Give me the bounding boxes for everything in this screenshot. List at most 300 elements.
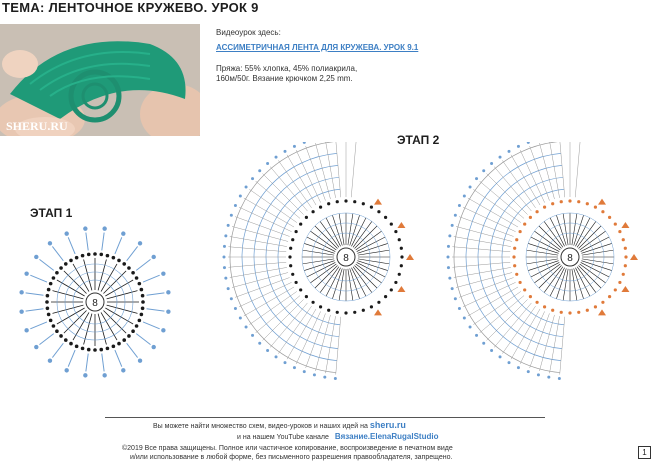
stage-2-left-inner-chain	[370, 206, 373, 209]
stage-2-right-inner-chain	[560, 200, 563, 203]
stage-2-left-inner-chain	[295, 281, 298, 284]
stage-1-chain	[75, 256, 79, 260]
stage-2-right-edge-dot	[499, 355, 502, 358]
stage-2-left-inner-chain	[398, 273, 401, 276]
stage-2-right-ray	[560, 142, 565, 197]
stage-2-right-inner-chain	[551, 309, 554, 312]
stage-1-outer-stitch	[86, 233, 88, 251]
stage-2-left-ray	[256, 181, 300, 218]
stage-2-label: ЭТАП 2	[397, 133, 440, 147]
stage-2-right-edge-dot	[454, 297, 457, 300]
stage-2-right-edge-dot	[508, 150, 511, 153]
stage-2-left-ray	[296, 311, 321, 364]
stage-2-left-direction-arrow	[406, 254, 414, 260]
stage-2-right-edge-dot	[451, 224, 454, 227]
stage-2-left-edge-dot	[293, 145, 296, 148]
footer-copyright-1: ©2019 Все права защищены. Полное или частичное копирование, воспроизведение в печатном виде	[122, 445, 453, 452]
stage-1-outer-stitch	[68, 237, 75, 254]
footer-line-2-text: и на нашем YouTube канале	[237, 434, 329, 441]
stage-2-left-inner-stitch	[358, 259, 390, 264]
page-title: ТЕМА: ЛЕНТОЧНОЕ КРУЖЕВО. УРОК 9	[2, 0, 259, 15]
stage-2-right-ray	[456, 273, 512, 288]
stage-2-right-inner-chain	[560, 311, 563, 314]
stage-2-left-edge-dot	[334, 377, 337, 380]
stage-2-right-edge-dot	[458, 307, 461, 310]
stage-1-chain	[75, 345, 79, 349]
stage-1-chain	[141, 306, 145, 310]
stage-2-right-inner-chain	[523, 222, 526, 225]
stage-2-left-edge-dot	[284, 361, 287, 364]
stage-2-left-inner-chain	[288, 255, 291, 258]
stage-2-left-ray	[336, 317, 341, 375]
stage-2-right-inner-stitch	[574, 268, 584, 298]
stage-1-chain	[69, 342, 73, 346]
stage-1-picot	[19, 309, 23, 313]
stage-2-right-edge-dot	[454, 214, 457, 217]
stage-1-outer-stitch	[26, 309, 44, 311]
stage-2-right-edge-dot	[527, 142, 530, 144]
stage-2-left-edge-dot	[251, 334, 254, 337]
stage-2-right-inner-stitch	[581, 261, 611, 271]
stage-2-right-chart	[447, 142, 639, 380]
stage-2-right-direction-arrow	[621, 286, 629, 292]
footer-line-1-text: Вы можете найти множество схем, видео-уроков и наших идей на	[153, 423, 368, 430]
stage-2-left-inner-chain	[353, 311, 356, 314]
stage-2-right-edge-dot	[508, 361, 511, 364]
yarn-line-2: 160м/50г. Вязание крючком 2,25 mm.	[216, 74, 353, 83]
stage-2-left-edge-dot	[239, 317, 242, 320]
stage-2-right-ray	[539, 143, 554, 199]
stage-1-picot	[64, 231, 68, 235]
stage-2-left-ray	[232, 226, 288, 241]
stage-2-right-edge-dot	[499, 156, 502, 159]
stage-2-right-inner-stitch	[528, 243, 558, 253]
stage-1-chain	[106, 254, 110, 258]
stage-2-left-edge-dot	[275, 355, 278, 358]
stage-1-chain	[106, 347, 110, 351]
stage-2-left-edge-dot	[234, 307, 237, 310]
stage-2-right-inner-stitch	[527, 259, 559, 264]
stage-1-outer-stitch	[52, 246, 63, 260]
stage-2-left-edge-dot	[293, 366, 296, 369]
stage-2-left-ray	[228, 262, 286, 267]
footer-site-link[interactable]: sheru.ru	[369, 420, 406, 430]
stage-1-picot	[24, 271, 28, 275]
stage-2-left-inner-chain	[353, 200, 356, 203]
stage-2-left-edge-dot	[303, 370, 306, 373]
stage-2-right-inner-chain	[519, 281, 522, 284]
stage-2-left-edge-dot	[223, 256, 226, 259]
stage-2-left-inner-chain	[327, 309, 330, 312]
stage-2-right-inner-chain	[624, 264, 627, 267]
stage-1-chain	[59, 266, 63, 270]
stage-2-left-ray	[315, 143, 330, 199]
stage-2-left-edge-dot	[223, 245, 226, 248]
footer-copyright-2: и/или использование в любой форме, без письменного разрешения правообладателя, запрещено.	[130, 454, 453, 461]
stage-1-chain	[87, 348, 91, 352]
stage-2-left-inner-chain	[289, 264, 292, 267]
stage-2-right-ray	[502, 160, 535, 208]
stage-2-right-inner-chain	[577, 311, 580, 314]
stage-2-left-ray	[270, 167, 307, 211]
stage-2-left-direction-arrow	[397, 222, 405, 228]
stage-1-outer-stitch	[39, 259, 53, 270]
stage-1-outer-stitch	[147, 309, 165, 311]
stage-1-picot	[138, 241, 142, 245]
stage-2-right-inner-stitch	[563, 269, 568, 301]
stage-2-right-inner-chain	[624, 247, 627, 250]
stage-2-left-inner-chain	[299, 222, 302, 225]
stage-1-chain	[55, 329, 59, 333]
stage-2-right-ray	[550, 316, 560, 373]
stage-2-left-ray	[239, 282, 292, 307]
stage-1-chain	[117, 342, 121, 346]
stage-2-left-edge-dot	[251, 177, 254, 180]
stage-2-right-inner-chain	[594, 305, 597, 308]
stage-1-chain	[140, 288, 144, 292]
stage-2-left-inner-chain	[362, 202, 365, 205]
stage-2-left-inner-chain	[344, 311, 347, 314]
stage-2-right-inner-chain	[515, 238, 518, 241]
stage-2-left-inner-chain	[291, 238, 294, 241]
stage-1-chain	[81, 347, 85, 351]
stage-2-left-ray	[228, 247, 286, 252]
stage-1-chain	[69, 259, 73, 263]
stage-2-right-edge-dot	[447, 256, 450, 259]
stage-2-right-edge-dot	[482, 342, 485, 345]
stage-2-right-inner-chain	[529, 216, 532, 219]
stage-2-right-inner-chain	[543, 305, 546, 308]
stage-2-left-edge-dot	[323, 376, 326, 379]
stage-1-picot	[161, 271, 165, 275]
stage-1-chain	[55, 271, 59, 275]
stage-1-picot	[166, 309, 170, 313]
stage-2-left-edge-dot	[223, 266, 226, 269]
stage-1-chain	[99, 348, 103, 352]
stage-2-right-inner-stitch	[572, 269, 577, 301]
stage-2-right-ray	[560, 317, 565, 375]
stage-2-left-ray	[249, 291, 297, 324]
stage-2-right-direction-arrow	[621, 222, 629, 228]
stage-2-left-chart	[223, 142, 415, 380]
stage-2-left-ray	[315, 315, 330, 371]
stage-2-right-ray	[502, 306, 535, 354]
stage-1-chain	[59, 334, 63, 338]
stage-2-left-ray	[256, 296, 300, 333]
stage-1-picot	[24, 328, 28, 332]
stage-2-right-ray	[463, 282, 516, 307]
stage-2-right-direction-arrow	[598, 199, 606, 205]
stage-2-right-direction-arrow	[598, 309, 606, 315]
video-link[interactable]: АССИМЕТРИЧНАЯ ЛЕНТА ДЛЯ КРУЖЕВА. УРОК 9.1	[216, 43, 419, 52]
stage-1-outer-stitch	[127, 343, 138, 357]
stage-1-chain	[49, 282, 53, 286]
stage-2-left-inner-chain	[291, 273, 294, 276]
stage-2-right-inner-chain	[614, 288, 617, 291]
stage-2-right-ray	[454, 237, 511, 247]
stage-2-right-ray	[487, 299, 528, 340]
stage-2-right-inner-stitch	[581, 243, 611, 253]
stage-2-right-inner-chain	[601, 301, 604, 304]
stage-2-right-inner-stitch	[556, 268, 566, 298]
stage-2-left-ray	[326, 142, 336, 198]
stage-2-right-inner-chain	[535, 301, 538, 304]
stage-2-left-inner-stitch	[339, 269, 344, 301]
stage-2-left-inner-chain	[400, 247, 403, 250]
stage-2-left-edge-dot	[303, 142, 306, 144]
stage-2-left-inner-chain	[370, 305, 373, 308]
stage-1-chain	[81, 254, 85, 258]
stage-1-diagram	[15, 222, 175, 382]
stage-1-chain	[46, 306, 50, 310]
stage-2-left-ray	[230, 267, 287, 277]
stage-1-picot	[152, 255, 156, 259]
stage-1-chain	[112, 256, 116, 260]
stage-1-chain	[112, 345, 116, 349]
stage-2-right-ray	[452, 247, 510, 252]
stage-1-picot	[34, 255, 38, 259]
stage-2-left-inner-chain	[390, 222, 393, 225]
stage-2-left-inner-chain	[400, 264, 403, 267]
info-block	[216, 28, 418, 83]
stage-2-left-direction-arrow	[374, 309, 382, 315]
stage-2-right-edge-dot	[448, 277, 451, 280]
stage-2-right-inner-stitch	[563, 214, 568, 246]
stage-2-left-inner-chain	[319, 206, 322, 209]
stage-2-right-inner-chain	[614, 222, 617, 225]
stage-2-left-inner-chain	[394, 281, 397, 284]
stage-1-outer-stitch	[39, 334, 53, 345]
stage-2-left-inner-stitch	[303, 259, 335, 264]
stage-1-picot	[121, 231, 125, 235]
stage-2-right-edge-dot	[447, 266, 450, 269]
stage-2-right-inner-chain	[586, 309, 589, 312]
stage-2-right-edge-dot	[482, 169, 485, 172]
stage-2-left-ray	[351, 142, 356, 197]
stage-2-right-edge-dot	[463, 195, 466, 198]
stage-2-left-edge-dot	[275, 156, 278, 159]
stage-2-left-ray	[296, 150, 321, 203]
stage-1-chain	[131, 271, 135, 275]
stage-2-right-inner-stitch	[527, 250, 559, 255]
stage-2-left-edge-dot	[239, 195, 242, 198]
stage-2-right-inner-stitch	[556, 215, 566, 245]
stage-1-picot	[83, 226, 87, 230]
stage-1-chain	[141, 294, 145, 298]
stage-1-outer-stitch	[136, 334, 150, 345]
stage-1-picot	[161, 328, 165, 332]
stage-2-left-inner-chain	[400, 255, 403, 258]
stage-2-left-inner-chain	[398, 238, 401, 241]
stage-2-right-edge-dot	[469, 325, 472, 328]
stage-2-left-inner-chain	[344, 199, 347, 202]
stage-2-right-inner-chain	[513, 264, 516, 267]
stage-1-outer-stitch	[147, 293, 165, 295]
stage-1-chain	[127, 266, 131, 270]
stage-1-outer-stitch	[30, 322, 47, 329]
stage-1-chain	[122, 338, 126, 342]
stage-2-right-ray	[575, 142, 580, 197]
stage-2-right-inner-chain	[513, 247, 516, 250]
stage-2-left-edge-dot	[224, 234, 227, 237]
stage-2-left-edge-dot	[284, 150, 287, 153]
stage-2-right-inner-chain	[523, 288, 526, 291]
footer-line-1	[153, 420, 406, 430]
stage-1-picot	[121, 368, 125, 372]
stage-2-right-inner-chain	[543, 206, 546, 209]
stage-1-picot	[19, 290, 23, 294]
stage-1-picot	[102, 373, 106, 377]
footer-line-2	[237, 432, 438, 441]
stage-2-left-inner-chain	[384, 216, 387, 219]
stage-2-left-inner-stitch	[304, 261, 334, 271]
stage-2-left-inner-chain	[327, 202, 330, 205]
stage-2-right-inner-chain	[608, 216, 611, 219]
stage-2-left-ray	[239, 207, 292, 232]
stage-2-right-edge-dot	[451, 287, 454, 290]
stage-2-left-ray	[336, 142, 341, 197]
stage-1-chain	[64, 338, 68, 342]
stage-1-chain	[140, 313, 144, 317]
photo-watermark: SHERU.RU	[6, 119, 68, 133]
stage-1-picot	[83, 373, 87, 377]
stage-2-right-inner-chain	[512, 255, 515, 258]
stage-1-picot	[64, 368, 68, 372]
stage-2-right-ray	[452, 262, 510, 267]
stage-2-left-edge-dot	[245, 325, 248, 328]
stage-2-left-inner-stitch	[304, 243, 334, 253]
stage-2-left-edge-dot	[245, 186, 248, 189]
stage-1-chain	[52, 276, 56, 280]
stage-2-left-edge-dot	[258, 169, 261, 172]
stage-2-left-edge-dot	[313, 373, 316, 376]
stage-2-left-inner-chain	[305, 295, 308, 298]
stage-2-right-inner-chain	[568, 199, 571, 202]
stage-2-right-edge-dot	[490, 162, 493, 165]
stage-2-left-ray	[230, 237, 287, 247]
stage-1-chain	[141, 300, 145, 304]
stage-2-right-edge-dot	[558, 377, 561, 380]
stage-2-left-ray	[270, 303, 307, 347]
stage-1-outer-stitch	[102, 233, 104, 251]
stage-1-chain	[93, 348, 97, 352]
stage-2-left-ray	[263, 174, 304, 215]
stage-2-left-inner-chain	[362, 309, 365, 312]
stage-1-label: ЭТАП 1	[30, 206, 73, 220]
stage-2-right-inner-chain	[624, 255, 627, 258]
stage-2-right-ray	[463, 207, 516, 232]
stage-1-outer-stitch	[68, 350, 75, 367]
stage-2-right-inner-stitch	[582, 259, 614, 264]
footer-youtube-link[interactable]: Вязание.ElenaRugalStudio	[334, 432, 439, 441]
stage-2-right-inner-chain	[529, 295, 532, 298]
stage-2-left-inner-stitch	[332, 215, 342, 245]
stage-1-chain	[87, 253, 91, 257]
stage-2-right-edge-dot	[490, 349, 493, 352]
stage-2-right-inner-chain	[622, 273, 625, 276]
stage-2-left-inner-chain	[311, 301, 314, 304]
footer-divider	[105, 417, 545, 418]
stage-2-right-inner-chain	[618, 281, 621, 284]
stage-1-chain	[135, 324, 139, 328]
stage-2-left-edge-dot	[266, 162, 269, 165]
stage-2-left-inner-chain	[390, 288, 393, 291]
stage-1-outer-stitch	[143, 275, 160, 282]
stage-2-right-inner-chain	[568, 311, 571, 314]
stage-1-chain	[131, 329, 135, 333]
stage-1-center-number: 8	[92, 298, 98, 309]
stage-1-outer-stitch	[115, 237, 122, 254]
stage-2-left-inner-stitch	[303, 250, 335, 255]
stage-1-picot	[166, 290, 170, 294]
stage-1-outer-stitch	[52, 343, 63, 357]
stage-1-chain	[46, 294, 50, 298]
stage-2-right-ray	[494, 167, 531, 211]
page-number: 1	[638, 446, 651, 459]
stage-2-diagram-right	[442, 142, 642, 402]
stage-1-picot	[138, 359, 142, 363]
stage-2-right-inner-chain	[622, 238, 625, 241]
stage-2-right-ray	[539, 315, 554, 371]
stage-2-left-ray	[232, 273, 288, 288]
stage-2-left-inner-chain	[377, 301, 380, 304]
stage-2-left-inner-chain	[384, 295, 387, 298]
stage-2-left-inner-chain	[295, 230, 298, 233]
stage-2-left-inner-chain	[319, 305, 322, 308]
stage-1-chain	[52, 324, 56, 328]
stage-1-outer-stitch	[26, 293, 44, 295]
stage-2-right-ray	[494, 303, 531, 347]
stage-1-chain	[127, 334, 131, 338]
stage-1-chain	[122, 262, 126, 266]
stage-2-left-inner-stitch	[339, 214, 344, 246]
stage-1-picot	[48, 241, 52, 245]
stage-1-outer-stitch	[102, 354, 104, 372]
stage-2-right-edge-dot	[527, 370, 530, 373]
stage-2-right-inner-chain	[601, 210, 604, 213]
stage-1-outer-stitch	[136, 259, 150, 270]
stage-2-left-edge-dot	[258, 342, 261, 345]
stage-2-right-inner-chain	[594, 206, 597, 209]
stage-2-right-ray	[473, 189, 521, 222]
stage-2-right-inner-chain	[551, 202, 554, 205]
stage-2-right-inner-chain	[618, 230, 621, 233]
stage-1-chain	[138, 282, 142, 286]
stage-1-outer-stitch	[86, 354, 88, 372]
stage-2-right-inner-chain	[519, 230, 522, 233]
stage-2-right-inner-chain	[577, 200, 580, 203]
stage-1-chain	[138, 319, 142, 323]
stage-2-left-inner-stitch	[350, 268, 360, 298]
lace-photo-image	[0, 24, 200, 136]
stage-2-left-edge-dot	[266, 349, 269, 352]
stage-2-left-inner-chain	[336, 200, 339, 203]
stage-1-chain	[49, 319, 53, 323]
stage-1-chain	[99, 253, 103, 257]
stage-1-chain	[117, 259, 121, 263]
stage-2-right-inner-stitch	[574, 215, 584, 245]
stage-2-left-inner-stitch	[358, 250, 390, 255]
stage-2-left-ray	[249, 189, 297, 222]
stage-2-left-inner-chain	[336, 311, 339, 314]
stage-2-right-edge-dot	[469, 186, 472, 189]
stage-2-right-edge-dot	[475, 334, 478, 337]
stage-2-right-center-number: 8	[567, 253, 573, 264]
stage-2-right-edge-dot	[447, 245, 450, 248]
stage-2-left-inner-stitch	[357, 243, 387, 253]
stage-2-left-inner-stitch	[357, 261, 387, 271]
stage-1-chain	[93, 252, 97, 256]
